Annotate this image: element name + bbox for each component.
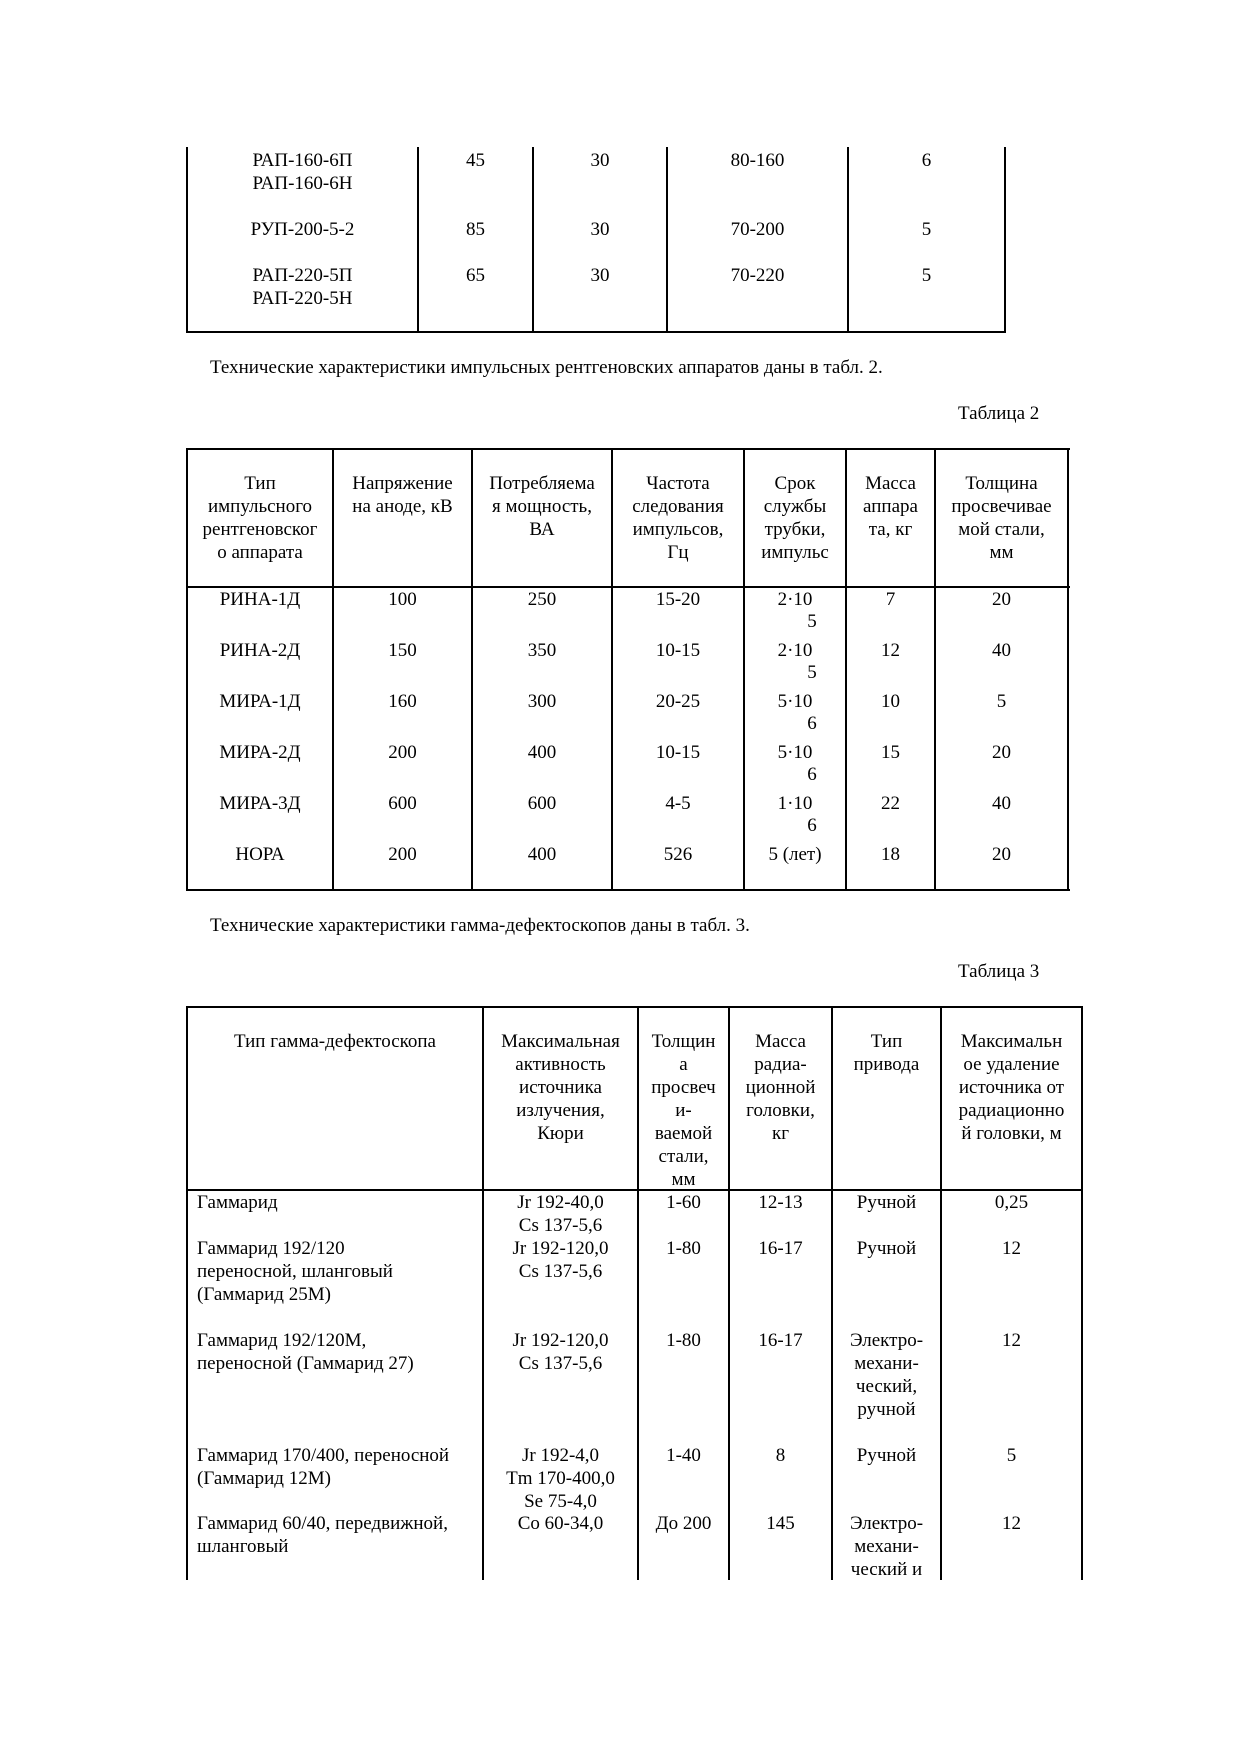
table-caption: Таблица 2	[958, 403, 1040, 424]
table-header: Срок службы трубки, импульс	[761, 473, 829, 563]
table-cell: 16-17	[758, 1238, 803, 1259]
table-cell: 145	[766, 1513, 795, 1534]
table-cell: 7	[885, 589, 896, 610]
table-cell: Jr 192-4,0 Tm 170-400,0 Se 75-4,0	[506, 1445, 615, 1512]
table-cell: Co 60-34,0	[517, 1513, 604, 1534]
table-cell: 40	[992, 640, 1011, 661]
table-cell: Jr 192-120,0 Cs 137-5,6	[512, 1238, 609, 1282]
table-cell: Гаммарид 60/40, передвижной, шланговый	[197, 1513, 448, 1557]
table-cell: Гаммарид	[197, 1192, 278, 1213]
table-cell: Электро- механи- ческий, ручной	[849, 1330, 924, 1420]
table-border	[186, 1006, 188, 1580]
table-header: Тип гамма-дефектоскопа	[233, 1031, 436, 1052]
table-cell: 6	[921, 150, 932, 171]
table-cell: 526	[663, 844, 693, 865]
table-cell: РИНА-1Д	[219, 589, 301, 610]
exponent: 5	[807, 662, 817, 683]
table-cell: 70-200	[730, 219, 785, 240]
table-cell: 5	[921, 265, 932, 286]
table-cell: РУП-200-5-2	[250, 219, 355, 240]
table-cell: НОРА	[235, 844, 285, 865]
table-header: Толщин а просвеч и- ваемой стали, мм	[651, 1031, 716, 1190]
table-cell: 2·10	[777, 589, 813, 610]
table-border	[1004, 147, 1006, 333]
table-border	[1067, 448, 1069, 891]
table-header: Толщина просвечивае мой стали, мм	[951, 473, 1052, 563]
table-cell: 400	[527, 844, 557, 865]
table-caption: Таблица 3	[958, 961, 1040, 982]
table-cell: Гаммарид 170/400, переносной (Гаммарид 12М)	[197, 1445, 450, 1489]
table-cell: 40	[992, 793, 1011, 814]
table-header: Максимальн ое удаление источника от радиационно й головки, м	[958, 1031, 1065, 1144]
table-cell: 8	[775, 1445, 786, 1466]
table-header: Тип импульсного рентгеновског о аппарата	[202, 473, 318, 563]
table-border	[186, 889, 1070, 891]
table-cell: 5·10	[777, 742, 813, 763]
exponent: 6	[807, 713, 817, 734]
table-cell: 4-5	[665, 793, 691, 814]
table-header: Напряжение на аноде, кВ	[352, 473, 453, 517]
table-cell: МИРА-2Д	[219, 742, 301, 763]
table-cell: 5 (лет)	[768, 844, 822, 865]
table-header: Тип привода	[853, 1031, 920, 1075]
table-cell: 250	[527, 589, 557, 610]
table-cell: До 200	[655, 1513, 712, 1534]
table-header: Частота следования импульсов, Гц	[632, 473, 724, 563]
table-cell: 1-80	[666, 1238, 701, 1259]
table-cell: 5·10	[777, 691, 813, 712]
table-cell: 30	[590, 265, 610, 286]
exponent: 6	[807, 764, 817, 785]
table-header: Масса радиа- ционной головки, кг	[745, 1031, 816, 1144]
table-cell: 1-60	[666, 1192, 701, 1213]
table-border	[831, 1006, 833, 1580]
table-cell: 10-15	[655, 640, 701, 661]
table-cell: 16-17	[758, 1330, 803, 1351]
table-cell: 20	[992, 589, 1011, 610]
table-header: Масса аппара та, кг	[863, 473, 918, 540]
table-cell: 80-160	[730, 150, 785, 171]
table-cell: 10	[881, 691, 900, 712]
table-cell: 5	[1006, 1445, 1017, 1466]
table-border	[186, 448, 1070, 450]
table-cell: 12-13	[758, 1192, 803, 1213]
exponent: 6	[807, 815, 817, 836]
table-cell: 2·10	[777, 640, 813, 661]
table-cell: Ручной	[856, 1238, 917, 1259]
table-cell: 150	[388, 640, 417, 661]
table-cell: Jr 192-40,0 Cs 137-5,6	[517, 1192, 604, 1236]
table-cell: 70-220	[730, 265, 785, 286]
table-cell: 20	[992, 742, 1011, 763]
table-cell: 18	[881, 844, 900, 865]
table-cell: МИРА-1Д	[219, 691, 301, 712]
table-cell: Ручной	[856, 1445, 917, 1466]
table-cell: 12	[1002, 1513, 1021, 1534]
table-cell: РИНА-2Д	[219, 640, 301, 661]
table-border	[186, 331, 1006, 333]
table-header: Потребляема я мощность, ВА	[489, 473, 595, 540]
table-cell: 100	[388, 589, 417, 610]
table-cell: 400	[527, 742, 557, 763]
table-cell: 600	[527, 793, 557, 814]
table-cell: 200	[388, 844, 417, 865]
table-border	[1081, 1006, 1083, 1580]
table-cell: 160	[388, 691, 417, 712]
table-cell: Гаммарид 192/120М, переносной (Гаммарид 27)	[197, 1330, 414, 1374]
table-cell: РАП-160-6П РАП-160-6Н	[252, 150, 353, 194]
table-cell: 200	[388, 742, 417, 763]
table-cell: 10-15	[655, 742, 701, 763]
table-cell: 45	[466, 150, 485, 171]
table-cell: 65	[466, 265, 485, 286]
table-cell: 15-20	[655, 589, 701, 610]
paragraph: Технические характеристики импульсных рентгеновских аппаратов даны в табл. 2.	[210, 357, 883, 378]
table-cell: 0,25	[994, 1192, 1029, 1213]
table-cell: 30	[590, 150, 610, 171]
table-cell: МИРА-3Д	[219, 793, 301, 814]
table-cell: 12	[1002, 1330, 1021, 1351]
table-cell: 350	[527, 640, 557, 661]
table-cell: 5	[921, 219, 932, 240]
table-cell: 1·10	[777, 793, 813, 814]
table-cell: 20-25	[655, 691, 701, 712]
table-cell: 12	[881, 640, 900, 661]
table-cell: 12	[1002, 1238, 1021, 1259]
table-cell: РАП-220-5П РАП-220-5Н	[252, 265, 353, 309]
table-cell: 30	[590, 219, 610, 240]
table-cell: 85	[466, 219, 485, 240]
exponent: 5	[807, 611, 817, 632]
table-cell: 300	[527, 691, 557, 712]
table-cell: 5	[996, 691, 1007, 712]
table-cell: Jr 192-120,0 Cs 137-5,6	[512, 1330, 609, 1374]
table-cell: Гаммарид 192/120 переносной, шланговый (Гаммарид 25М)	[197, 1238, 393, 1305]
table-header: Максимальная активность источника излучения, Кюри	[501, 1031, 620, 1144]
paragraph: Технические характеристики гамма-дефектоскопов даны в табл. 3.	[210, 915, 750, 936]
table-cell: 1-40	[666, 1445, 701, 1466]
table-border	[186, 1006, 1083, 1008]
table-cell: Ручной	[856, 1192, 917, 1213]
table-cell: 20	[992, 844, 1011, 865]
table-cell: 15	[881, 742, 900, 763]
table-cell: 22	[881, 793, 900, 814]
table-cell: 600	[388, 793, 417, 814]
table-cell: 1-80	[666, 1330, 701, 1351]
table-cell: Электро- механи- ческий и	[849, 1513, 924, 1580]
